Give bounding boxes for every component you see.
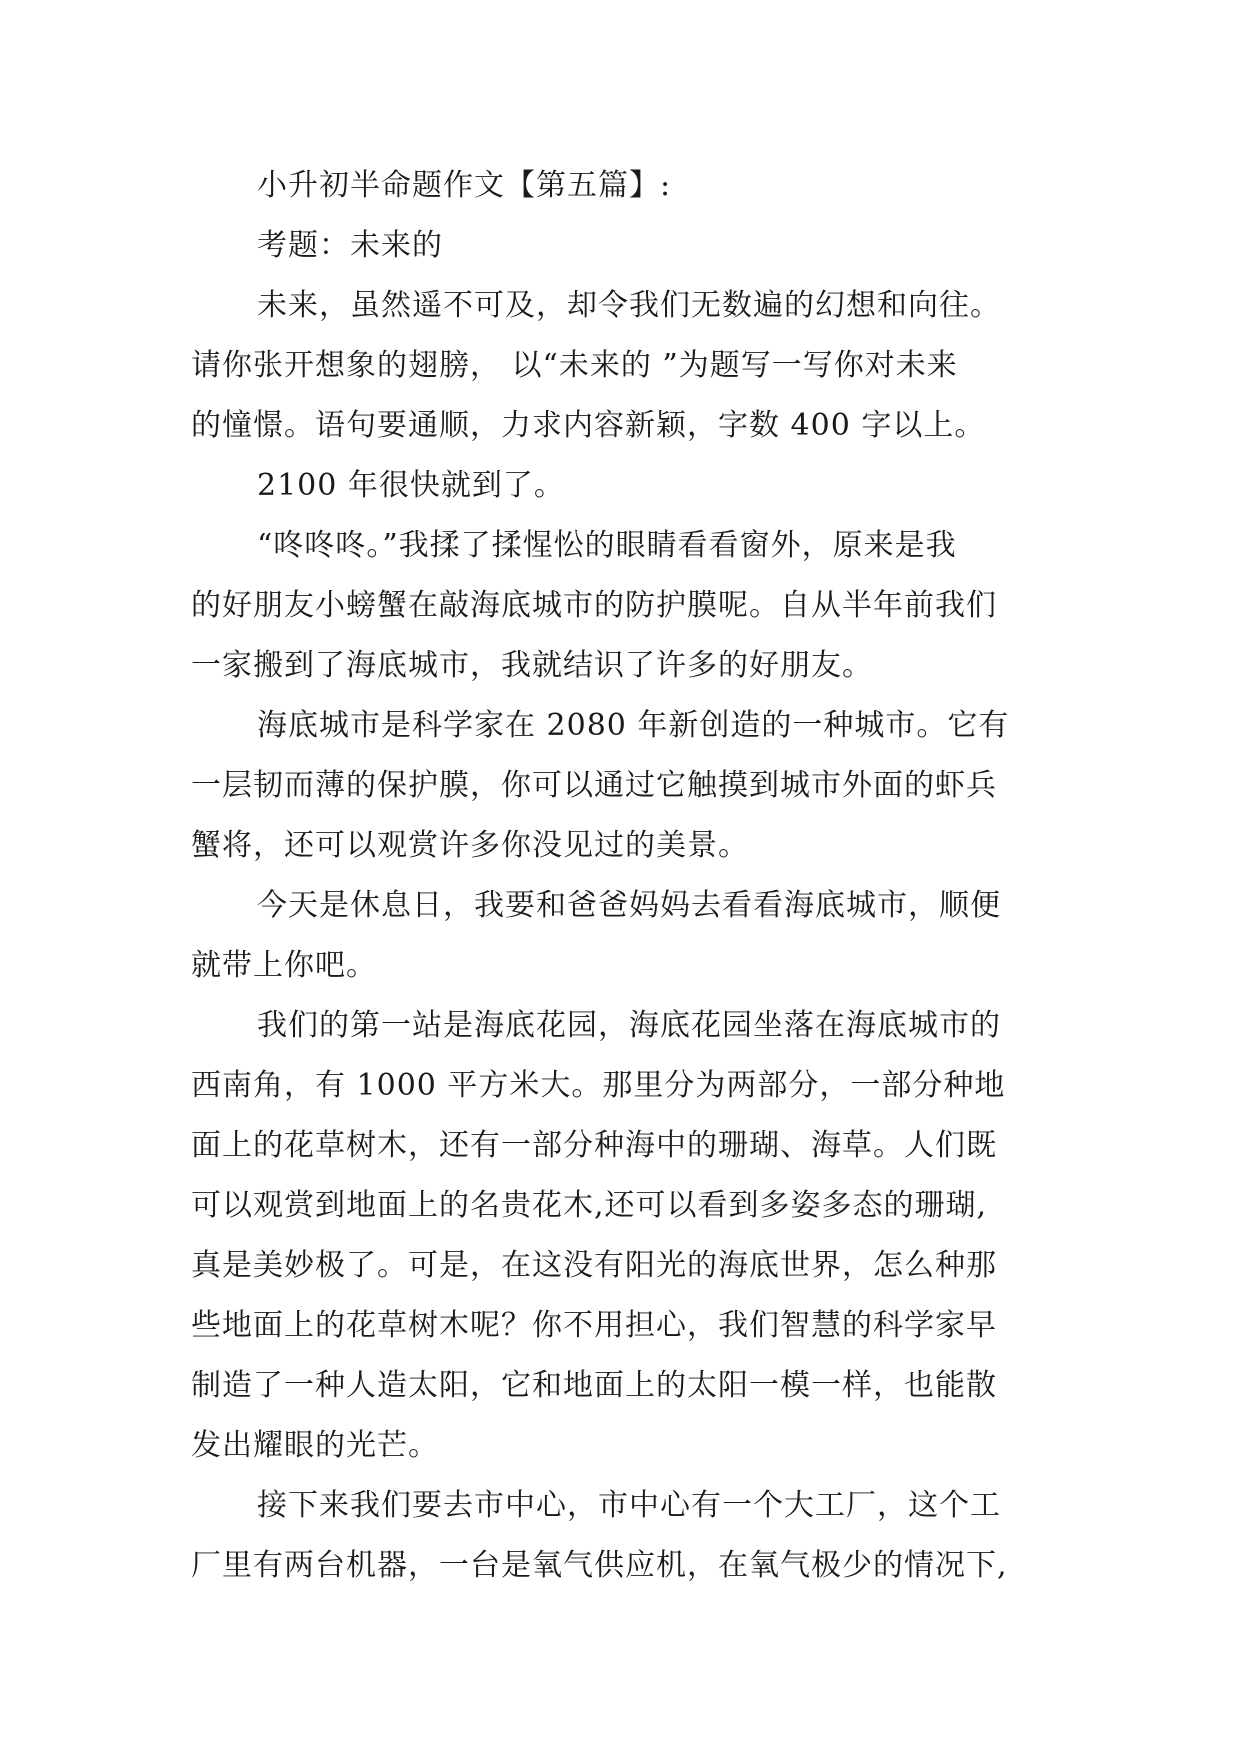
text-line: 发出耀眼的光芒。 (191, 1428, 439, 1463)
text-line: 蟹将，还可以观赏许多你没见过的美景。 (191, 828, 749, 863)
document-title: 小升初半命题作文【第五篇】: (257, 168, 672, 203)
text-line: 制造了一种人造太阳，它和地面上的太阳一模一样，也能散 (191, 1368, 997, 1403)
text-line: 就带上你吧。 (191, 948, 377, 983)
text-line: 厂里有两台机器，一台是氧气供应机，在氧气极少的情况下, (191, 1548, 1008, 1583)
text-line: 些地面上的花草树木呢？你不用担心，我们智慧的科学家早 (191, 1308, 997, 1343)
text-line: “咚咚咚。”我揉了揉惺忪的眼睛看看窗外，原来是我 (257, 528, 957, 563)
text-line: 可以观赏到地面上的名贵花木,还可以看到多姿多态的珊瑚, (191, 1188, 988, 1223)
text-line: 2100 年很快就到了。 (257, 468, 565, 503)
text-line: 真是美妙极了。可是，在这没有阳光的海底世界，怎么种那 (191, 1248, 997, 1283)
document-subtitle: 考题：未来的 (257, 228, 443, 263)
text-line: 一家搬到了海底城市，我就结识了许多的好朋友。 (191, 648, 873, 683)
text-line: 的憧憬。语句要通顺，力求内容新颖，字数 400 字以上。 (191, 408, 986, 443)
text-line: 未来，虽然遥不可及，却令我们无数遍的幻想和向往。 (257, 288, 1001, 323)
text-line: 西南角，有 1000 平方米大。那里分为两部分，一部分种地 (191, 1068, 1006, 1103)
text-line: 接下来我们要去市中心，市中心有一个大工厂，这个工 (257, 1488, 1001, 1523)
text-line: 的好朋友小螃蟹在敲海底城市的防护膜呢。自从半年前我们 (191, 588, 997, 623)
text-line: 我们的第一站是海底花园，海底花园坐落在海底城市的 (257, 1008, 1001, 1043)
text-line: 一层韧而薄的保护膜，你可以通过它触摸到城市外面的虾兵 (191, 768, 997, 803)
text-line: 请你张开想象的翅膀， 以“未来的 ”为题写一写你对未来 (191, 348, 958, 383)
text-line: 今天是休息日，我要和爸爸妈妈去看看海底城市，顺便 (257, 888, 1001, 923)
text-line: 海底城市是科学家在 2080 年新创造的一种城市。它有 (257, 708, 1010, 743)
text-line: 面上的花草树木，还有一部分种海中的珊瑚、海草。人们既 (191, 1128, 997, 1163)
